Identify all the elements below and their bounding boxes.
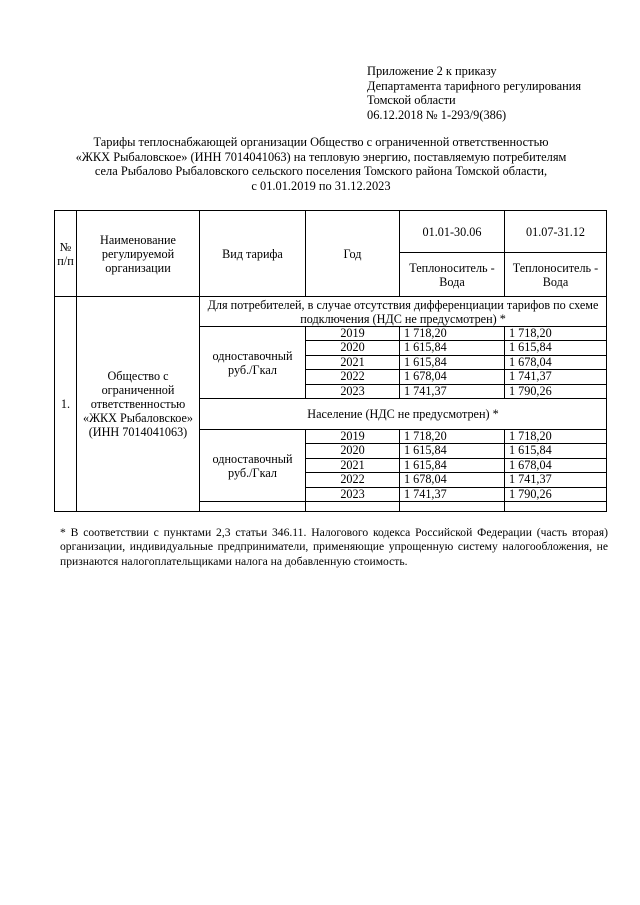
- tariff-h1-cell: 1 615,84: [400, 444, 505, 458]
- appendix-date-number: 06.12.2018 № 1-293/9(386): [367, 107, 507, 122]
- section-title-consumers: Для потребителей, в случае отсутствия дифференциации тарифов по схеме подключения (НДС не предусмотрен) *: [200, 297, 607, 327]
- appendix-block: [367, 64, 581, 122]
- appendix-line: Департамента тарифного регулирования: [367, 78, 582, 93]
- empty-cell: [200, 502, 306, 512]
- tariff-h1-cell: 1 615,84: [400, 458, 505, 472]
- tariff-table: [54, 210, 607, 512]
- header-tariff-type: Вид тарифа: [200, 211, 306, 297]
- org-name-cell: Общество с ограниченной ответственностью «ЖКХ Рыбаловское» (ИНН 7014041063): [77, 297, 200, 512]
- tariff-h1-cell: 1 741,37: [400, 384, 505, 398]
- year-cell: 2020: [306, 341, 400, 355]
- tariff-type-cell: одноставочный руб./Гкал: [200, 430, 306, 502]
- header-period-1: 01.01-30.06: [400, 211, 505, 253]
- tariff-h2-cell: 1 678,04: [505, 355, 607, 369]
- title-line: Тарифы теплоснабжающей организации Общество с ограниченной ответственностью: [93, 135, 549, 149]
- tariff-h1-cell: 1 718,20: [400, 430, 505, 444]
- year-cell: 2023: [306, 487, 400, 501]
- tariff-type-cell: одноставочный руб./Гкал: [200, 327, 306, 399]
- header-org-name: Наименование регулируемой организации: [77, 211, 200, 297]
- header-year: Год: [306, 211, 400, 297]
- tariff-h2-cell: 1 790,26: [505, 384, 607, 398]
- empty-cell: [306, 502, 400, 512]
- tariff-h2-cell: 1 615,84: [505, 341, 607, 355]
- footnote: * В соответствии с пунктами 2,3 статьи 346.11. Налогового кодекса Российской Федерации (часть вторая) организации, индивидуальные предприниматели, применяющие упрощенную систему налогообложения, не признаются налогоплательщиками налога на добавленную стоимость.: [60, 526, 608, 568]
- empty-cell: [505, 502, 607, 512]
- empty-cell: [400, 502, 505, 512]
- tariff-h1-cell: 1 718,20: [400, 327, 505, 341]
- tariff-h2-cell: 1 790,26: [505, 487, 607, 501]
- tariff-h1-cell: 1 615,84: [400, 355, 505, 369]
- tariff-h1-cell: 1 615,84: [400, 341, 505, 355]
- title-line: с 01.01.2019 по 31.12.2023: [251, 178, 391, 193]
- year-cell: 2021: [306, 355, 400, 369]
- document-title: [40, 135, 602, 193]
- header-period-2: 01.07-31.12: [505, 211, 607, 253]
- tariff-h1-cell: 1 741,37: [400, 487, 505, 501]
- tariff-h2-cell: 1 741,37: [505, 370, 607, 384]
- year-cell: 2022: [306, 370, 400, 384]
- header-number: № п/п: [55, 211, 77, 297]
- year-cell: 2019: [306, 430, 400, 444]
- section-title-population: Население (НДС не предусмотрен) *: [200, 399, 607, 430]
- tariff-h1-cell: 1 678,04: [400, 473, 505, 487]
- title-line: села Рыбалово Рыбаловского сельского поселения Томского района Томской области,: [94, 164, 548, 179]
- year-cell: 2022: [306, 473, 400, 487]
- tariff-h1-cell: 1 678,04: [400, 370, 505, 384]
- header-carrier-1: Теплоноситель - Вода: [400, 253, 505, 297]
- year-cell: 2021: [306, 458, 400, 472]
- appendix-line: Приложение 2 к приказу: [367, 64, 497, 78]
- tariff-h2-cell: 1 678,04: [505, 458, 607, 472]
- year-cell: 2023: [306, 384, 400, 398]
- header-carrier-2: Теплоноситель - Вода: [505, 253, 607, 297]
- row-number: 1.: [55, 297, 77, 512]
- year-cell: 2019: [306, 327, 400, 341]
- appendix-line: Томской области: [367, 93, 456, 108]
- tariff-h2-cell: 1 718,20: [505, 430, 607, 444]
- tariff-h2-cell: 1 741,37: [505, 473, 607, 487]
- year-cell: 2020: [306, 444, 400, 458]
- title-line: «ЖКХ Рыбаловское» (ИНН 7014041063) на тепловую энергию, поставляемую потребителям: [75, 149, 567, 164]
- tariff-h2-cell: 1 718,20: [505, 327, 607, 341]
- tariff-h2-cell: 1 615,84: [505, 444, 607, 458]
